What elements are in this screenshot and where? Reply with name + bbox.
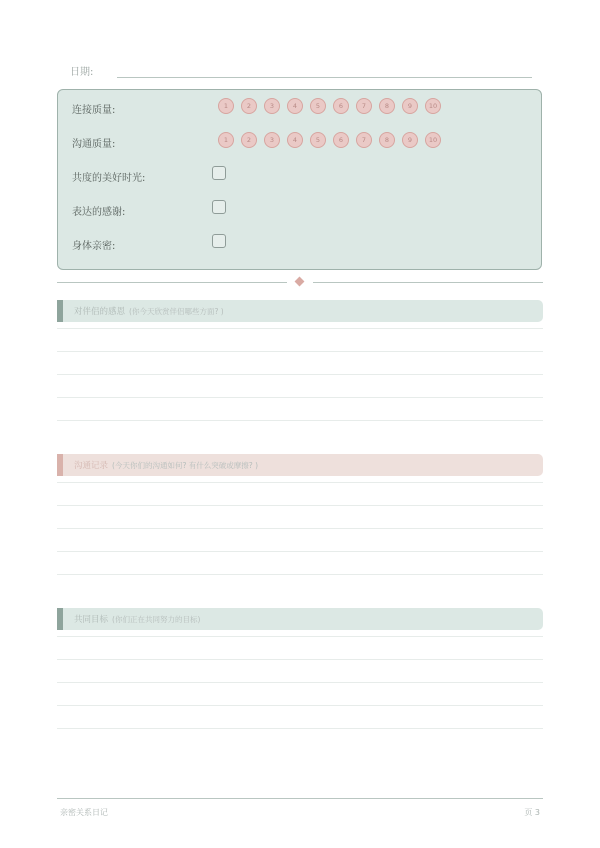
footer-page-number: 页 3 bbox=[524, 808, 540, 817]
diamond-icon bbox=[295, 277, 305, 287]
section-title-text: 沟通记录 bbox=[74, 461, 109, 471]
section-subtitle: (你们正在共同努力的目标) bbox=[112, 615, 201, 624]
rating-circle-3[interactable]: 3 bbox=[264, 98, 280, 114]
section-title bbox=[74, 305, 224, 317]
quality-time-checkbox[interactable] bbox=[212, 166, 226, 180]
writing-line[interactable] bbox=[57, 659, 543, 660]
writing-line[interactable] bbox=[57, 682, 543, 683]
rating-circle-10[interactable]: 10 bbox=[425, 132, 441, 148]
date-input-line[interactable] bbox=[117, 77, 532, 78]
gratitude-section-header bbox=[57, 300, 543, 322]
rating-circle-3[interactable]: 3 bbox=[264, 132, 280, 148]
physical-intimacy-row bbox=[72, 234, 532, 254]
section-title-text: 对伴侣的感恩 bbox=[74, 307, 126, 317]
section-accent-bar bbox=[57, 608, 63, 630]
footer-journal-title: 亲密关系日记 bbox=[60, 808, 108, 817]
quality-time-row bbox=[72, 166, 532, 186]
section-accent-bar bbox=[57, 454, 63, 476]
ornament-divider bbox=[57, 282, 543, 284]
rating-circle-9[interactable]: 9 bbox=[402, 132, 418, 148]
writing-line[interactable] bbox=[57, 420, 543, 421]
gratitude-expressed-row bbox=[72, 200, 532, 220]
rating-circle-6[interactable]: 6 bbox=[333, 132, 349, 148]
section-title bbox=[74, 459, 258, 471]
date-row bbox=[70, 63, 532, 79]
writing-line[interactable] bbox=[57, 351, 543, 352]
rating-circle-7[interactable]: 7 bbox=[356, 132, 372, 148]
communication-section-header bbox=[57, 454, 543, 476]
section-subtitle: (今天你们的沟通如何? 有什么突破或摩擦? ) bbox=[112, 461, 259, 470]
connection-quality-row bbox=[72, 98, 532, 118]
writing-line[interactable] bbox=[57, 551, 543, 552]
rating-circle-8[interactable]: 8 bbox=[379, 132, 395, 148]
gratitude-expressed-label: 表达的感谢: bbox=[72, 207, 126, 218]
rating-circle-5[interactable]: 5 bbox=[310, 98, 326, 114]
writing-line[interactable] bbox=[57, 328, 543, 329]
communication-quality-row bbox=[72, 132, 532, 152]
writing-line[interactable] bbox=[57, 374, 543, 375]
communication-quality-label: 沟通质量: bbox=[72, 139, 116, 150]
rating-circle-1[interactable]: 1 bbox=[218, 132, 234, 148]
connection-quality-label: 连接质量: bbox=[72, 105, 116, 116]
rating-circle-7[interactable]: 7 bbox=[356, 98, 372, 114]
rating-circle-4[interactable]: 4 bbox=[287, 132, 303, 148]
rating-circle-9[interactable]: 9 bbox=[402, 98, 418, 114]
physical-intimacy-checkbox[interactable] bbox=[212, 234, 226, 248]
rating-circle-4[interactable]: 4 bbox=[287, 98, 303, 114]
rating-circle-2[interactable]: 2 bbox=[241, 98, 257, 114]
rating-circle-2[interactable]: 2 bbox=[241, 132, 257, 148]
date-label: 日期: bbox=[70, 67, 94, 78]
rating-circle-8[interactable]: 8 bbox=[379, 98, 395, 114]
divider-line-left bbox=[57, 282, 287, 283]
daily-rating-panel bbox=[57, 89, 542, 270]
writing-line[interactable] bbox=[57, 574, 543, 575]
section-accent-bar bbox=[57, 300, 63, 322]
writing-line[interactable] bbox=[57, 482, 543, 483]
gratitude-expressed-checkbox[interactable] bbox=[212, 200, 226, 214]
writing-line[interactable] bbox=[57, 705, 543, 706]
divider-line-right bbox=[313, 282, 543, 283]
shared-goals-section-header bbox=[57, 608, 543, 630]
section-subtitle: (你今天欣赏伴侣哪些方面? ) bbox=[129, 307, 224, 316]
writing-line[interactable] bbox=[57, 728, 543, 729]
physical-intimacy-label: 身体亲密: bbox=[72, 241, 116, 252]
writing-line[interactable] bbox=[57, 505, 543, 506]
quality-time-label: 共度的美好时光: bbox=[72, 173, 146, 184]
rating-circle-5[interactable]: 5 bbox=[310, 132, 326, 148]
rating-circle-1[interactable]: 1 bbox=[218, 98, 234, 114]
rating-circle-10[interactable]: 10 bbox=[425, 98, 441, 114]
writing-line[interactable] bbox=[57, 397, 543, 398]
section-title-text: 共同目标 bbox=[74, 615, 109, 625]
footer-rule bbox=[57, 798, 543, 799]
section-title bbox=[74, 613, 200, 625]
writing-line[interactable] bbox=[57, 528, 543, 529]
rating-circle-6[interactable]: 6 bbox=[333, 98, 349, 114]
writing-line[interactable] bbox=[57, 636, 543, 637]
